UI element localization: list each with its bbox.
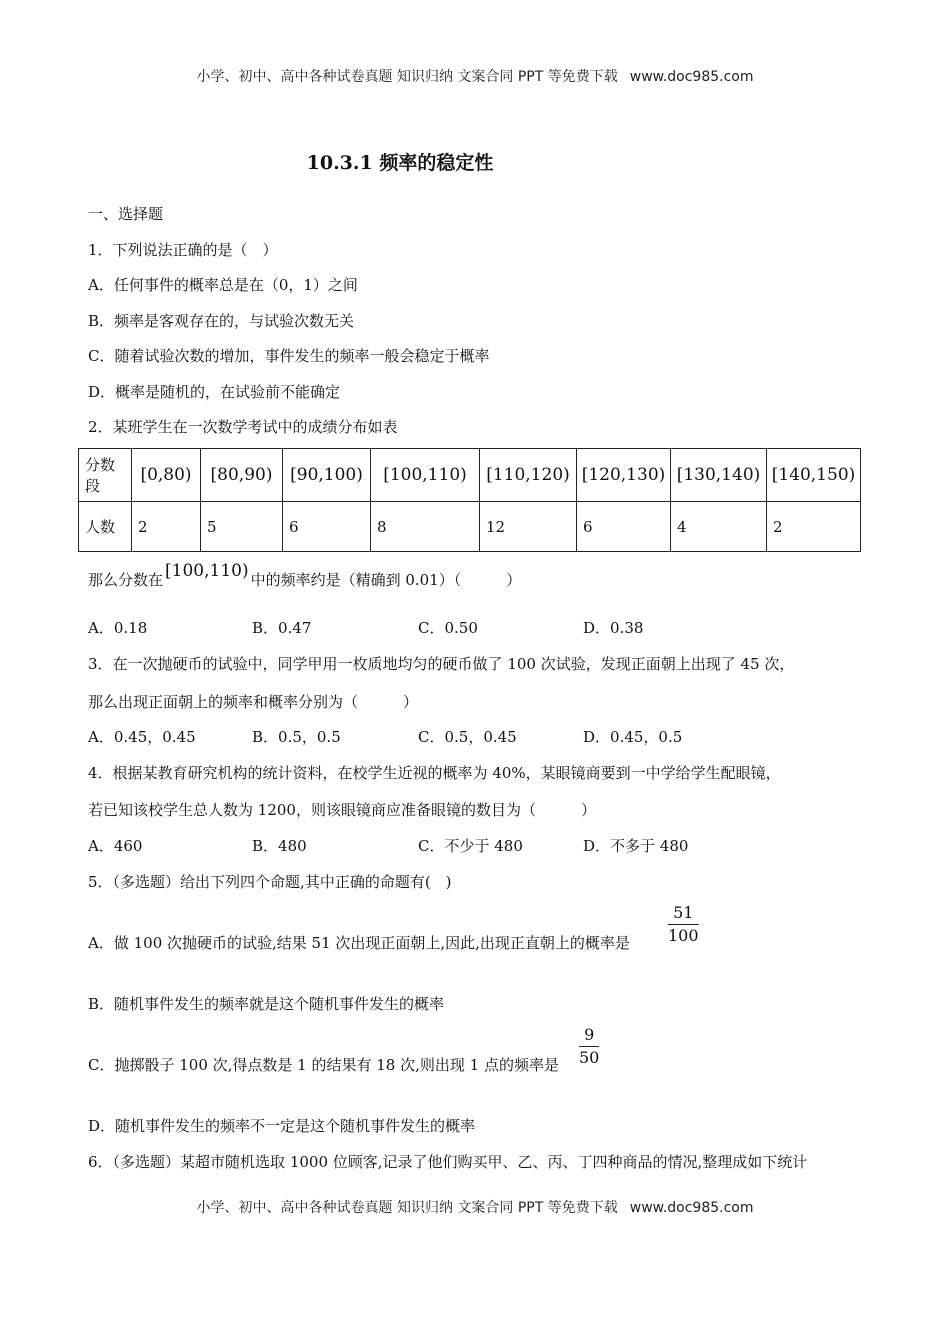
count-cell: 5 bbox=[201, 502, 283, 552]
q2-option-b: B．0.47 bbox=[252, 619, 312, 637]
count-cell: 4 bbox=[671, 502, 767, 552]
page-title: 10.3.1 频率的稳定性 bbox=[306, 152, 494, 174]
q3-option-b: B．0.5，0.5 bbox=[252, 728, 341, 746]
page-header bbox=[0, 66, 950, 86]
fraction-denominator: 50 bbox=[579, 1048, 600, 1067]
q1-option-b: B．频率是客观存在的，与试验次数无关 bbox=[88, 312, 355, 330]
footer-text: 小学、初中、高中各种试卷真题 知识归纳 文案合同 PPT 等免费下载 bbox=[196, 1200, 618, 1216]
q5-option-d: D．随机事件发生的频率不一定是这个随机事件发生的概率 bbox=[88, 1117, 476, 1135]
count-cell: 6 bbox=[577, 502, 671, 552]
fraction-numerator: 9 bbox=[579, 1026, 599, 1047]
q2-question bbox=[88, 561, 522, 590]
fraction-denominator: 100 bbox=[668, 926, 699, 945]
row-label-score: 分数段 bbox=[79, 449, 132, 502]
q4-option-c: C．不少于 480 bbox=[418, 837, 523, 855]
q2-stem: 2．某班学生在一次数学考试中的成绩分布如表 bbox=[88, 418, 398, 436]
q5-option-c: C．抛掷骰子 100 次,得点数是 1 的结果有 18 次,则出现 1 点的频率是 bbox=[88, 1056, 559, 1074]
page-footer bbox=[0, 1197, 950, 1217]
q2-option-c: C．0.50 bbox=[418, 619, 478, 637]
interval-cell: [100,110) bbox=[371, 449, 480, 502]
q5-option-a: A．做 100 次抛硬币的试验,结果 51 次出现正面朝上,因此,出现正直朝上的概率是 bbox=[88, 934, 630, 952]
header-url[interactable]: www.doc985.com bbox=[629, 69, 754, 85]
q5-stem: 5．（多选题）给出下列四个命题,其中正确的命题有( ) bbox=[88, 873, 452, 891]
q3-option-a: A．0.45，0.45 bbox=[88, 728, 196, 746]
table-row bbox=[79, 449, 861, 502]
table-row bbox=[79, 502, 861, 552]
header-text: 小学、初中、高中各种试卷真题 知识归纳 文案合同 PPT 等免费下载 bbox=[196, 69, 618, 85]
interval-cell: [80,90) bbox=[201, 449, 283, 502]
q4-option-a: A．460 bbox=[88, 837, 143, 855]
footer-url[interactable]: www.doc985.com bbox=[629, 1200, 754, 1216]
q2-question-post: 中的频率约是（精确到 0.01）（ ） bbox=[250, 571, 522, 589]
count-cell: 12 bbox=[480, 502, 577, 552]
score-distribution-table bbox=[78, 448, 861, 552]
count-cell: 2 bbox=[132, 502, 201, 552]
section-heading: 一、选择题 bbox=[88, 205, 164, 223]
q6-stem: 6．（多选题）某超市随机选取 1000 位顾客,记录了他们购买甲、乙、丙、丁四种商品的情况,整理成如下统计 bbox=[88, 1153, 808, 1171]
q4-stem-line1: 4．根据某教育研究机构的统计资料，在校学生近视的概率为 40%，某眼镜商要到一中学给学生配眼镜， bbox=[88, 764, 781, 782]
q2-question-pre: 那么分数在 bbox=[88, 571, 164, 589]
row-label-count: 人数 bbox=[79, 502, 132, 552]
q3-stem-line2: 那么出现正面朝上的频率和概率分别为（ ） bbox=[88, 693, 419, 711]
interval-cell: [110,120) bbox=[480, 449, 577, 502]
interval-cell: [0,80) bbox=[132, 449, 201, 502]
interval-cell: [120,130) bbox=[577, 449, 671, 502]
count-cell: 8 bbox=[371, 502, 480, 552]
q4-option-d: D．不多于 480 bbox=[583, 837, 689, 855]
interval-cell: [130,140) bbox=[671, 449, 767, 502]
q1-stem: 1．下列说法正确的是（ ） bbox=[88, 241, 278, 259]
count-cell: 2 bbox=[767, 502, 861, 552]
interval-cell: [90,100) bbox=[283, 449, 371, 502]
q3-option-c: C．0.5，0.45 bbox=[418, 728, 517, 746]
q5-c-fraction bbox=[579, 1026, 599, 1067]
q2-option-a: A．0.18 bbox=[88, 619, 148, 637]
q4-stem-line2: 若已知该校学生总人数为 1200，则该眼镜商应准备眼镜的数目为（ ） bbox=[88, 801, 596, 819]
interval-cell: [140,150) bbox=[767, 449, 861, 502]
q1-option-c: C．随着试验次数的增加，事件发生的频率一般会稳定于概率 bbox=[88, 347, 490, 365]
q2-option-d: D．0.38 bbox=[583, 619, 644, 637]
count-cell: 6 bbox=[283, 502, 371, 552]
q5-option-b: B．随机事件发生的频率就是这个随机事件发生的概率 bbox=[88, 995, 445, 1013]
q3-option-d: D．0.45，0.5 bbox=[583, 728, 683, 746]
q1-option-d: D．概率是随机的，在试验前不能确定 bbox=[88, 383, 341, 401]
q4-option-b: B．480 bbox=[252, 837, 307, 855]
fraction-numerator: 51 bbox=[668, 904, 699, 925]
q2-question-interval: [100,110) bbox=[165, 561, 249, 581]
q3-stem-line1: 3．在一次抛硬币的试验中，同学甲用一枚质地均匀的硬币做了 100 次试验，发现正面朝上出现了 45 次， bbox=[88, 655, 795, 673]
q1-option-a: A．任何事件的概率总是在（0，1）之间 bbox=[88, 276, 358, 294]
q5-a-fraction bbox=[668, 904, 699, 945]
